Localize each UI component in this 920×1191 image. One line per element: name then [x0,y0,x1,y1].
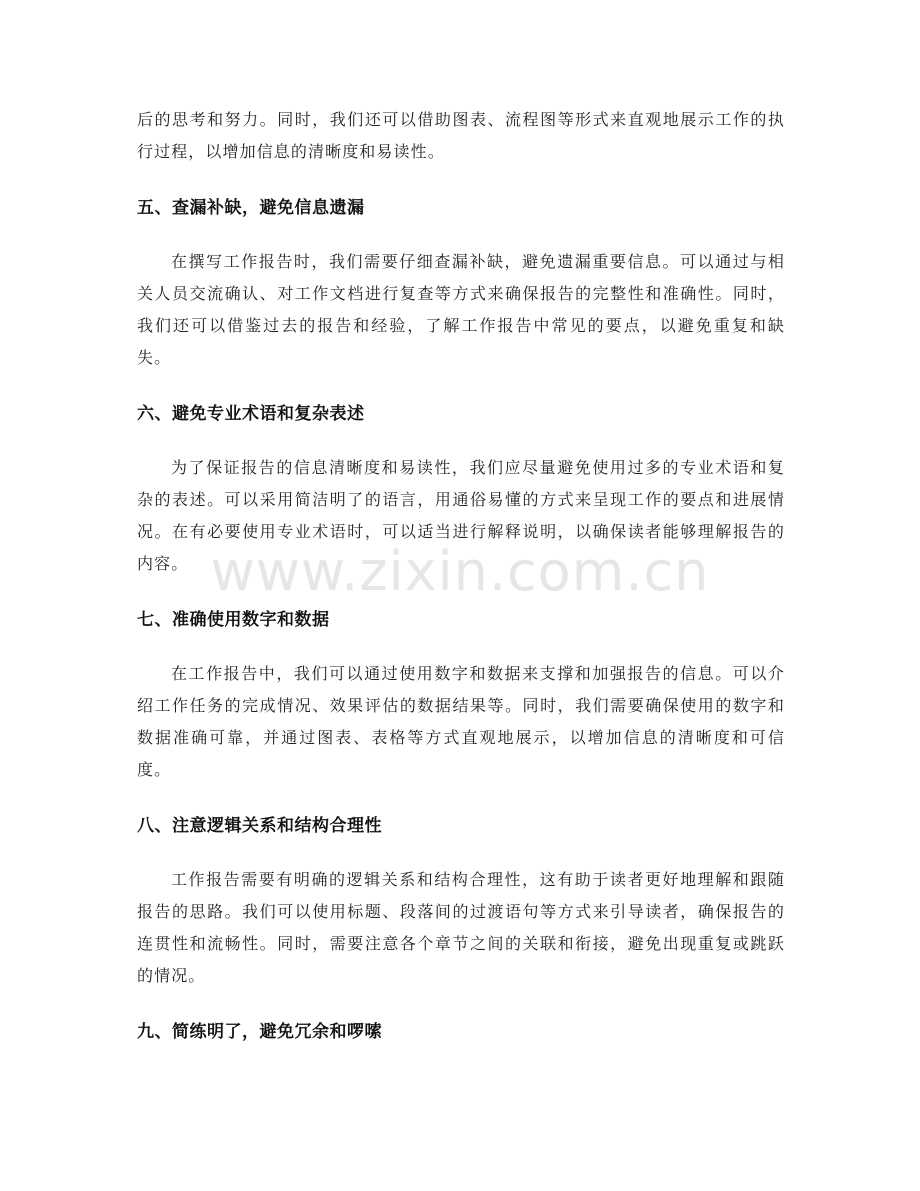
continuation-paragraph: 后的思考和努力。同时，我们还可以借助图表、流程图等形式来直观地展示工作的执行过程，以增加信息的清晰度和易读性。 [137,110,785,161]
spacer [137,224,785,246]
watermark: www.zixin.com.cn [210,540,710,603]
spacer [137,430,785,452]
section-paragraph-5: 在撰写工作报告时，我们需要仔细查漏补缺，避免遗漏重要信息。可以通过与相关人员交流确认、对工作文档进行复查等方式来确保报告的完整性和准确性。同时，我们还可以借鉴过去的报告和经验，了解工作报告中常见的要点，以避免重复和缺失。 [137,252,785,367]
section-heading-9: 九、简练明了，避免冗余和啰嗦 [137,1022,382,1042]
spacer [137,992,785,1016]
spacer [137,842,785,864]
spacer [137,786,785,810]
document-body [137,104,785,1048]
spacer [137,168,785,192]
section-heading-5: 五、查漏补缺，避免信息遗漏 [137,198,365,218]
spacer [137,636,785,658]
section-paragraph-6: 为了保证报告的信息清晰度和易读性，我们应尽量避免使用过多的专业术语和复杂的表述。可以采用简洁明了的语言，用通俗易懂的方式来呈现工作的要点和进展情况。在有必要使用专业术语时，可以适当进行解释说明，以确保读者能够理解报告的内容。 [137,458,785,573]
section-paragraph-8: 工作报告需要有明确的逻辑关系和结构合理性，这有助于读者更好地理解和跟随报告的思路。我们可以使用标题、段落间的过渡语句等方式来引导读者，确保报告的连贯性和流畅性。同时，需要注意各个章节之间的关联和衔接，避免出现重复或跳跃的情况。 [137,870,785,985]
section-heading-7: 七、准确使用数字和数据 [137,610,330,630]
section-heading-8: 八、注意逻辑关系和结构合理性 [137,816,382,836]
spacer [137,580,785,604]
section-heading-6: 六、避免专业术语和复杂表述 [137,404,365,424]
spacer [137,374,785,398]
section-paragraph-7: 在工作报告中，我们可以通过使用数字和数据来支撑和加强报告的信息。可以介绍工作任务的完成情况、效果评估的数据结果等。同时，我们需要确保使用的数字和数据准确可靠，并通过图表、表格等方式直观地展示，以增加信息的清晰度和可信度。 [137,664,785,779]
